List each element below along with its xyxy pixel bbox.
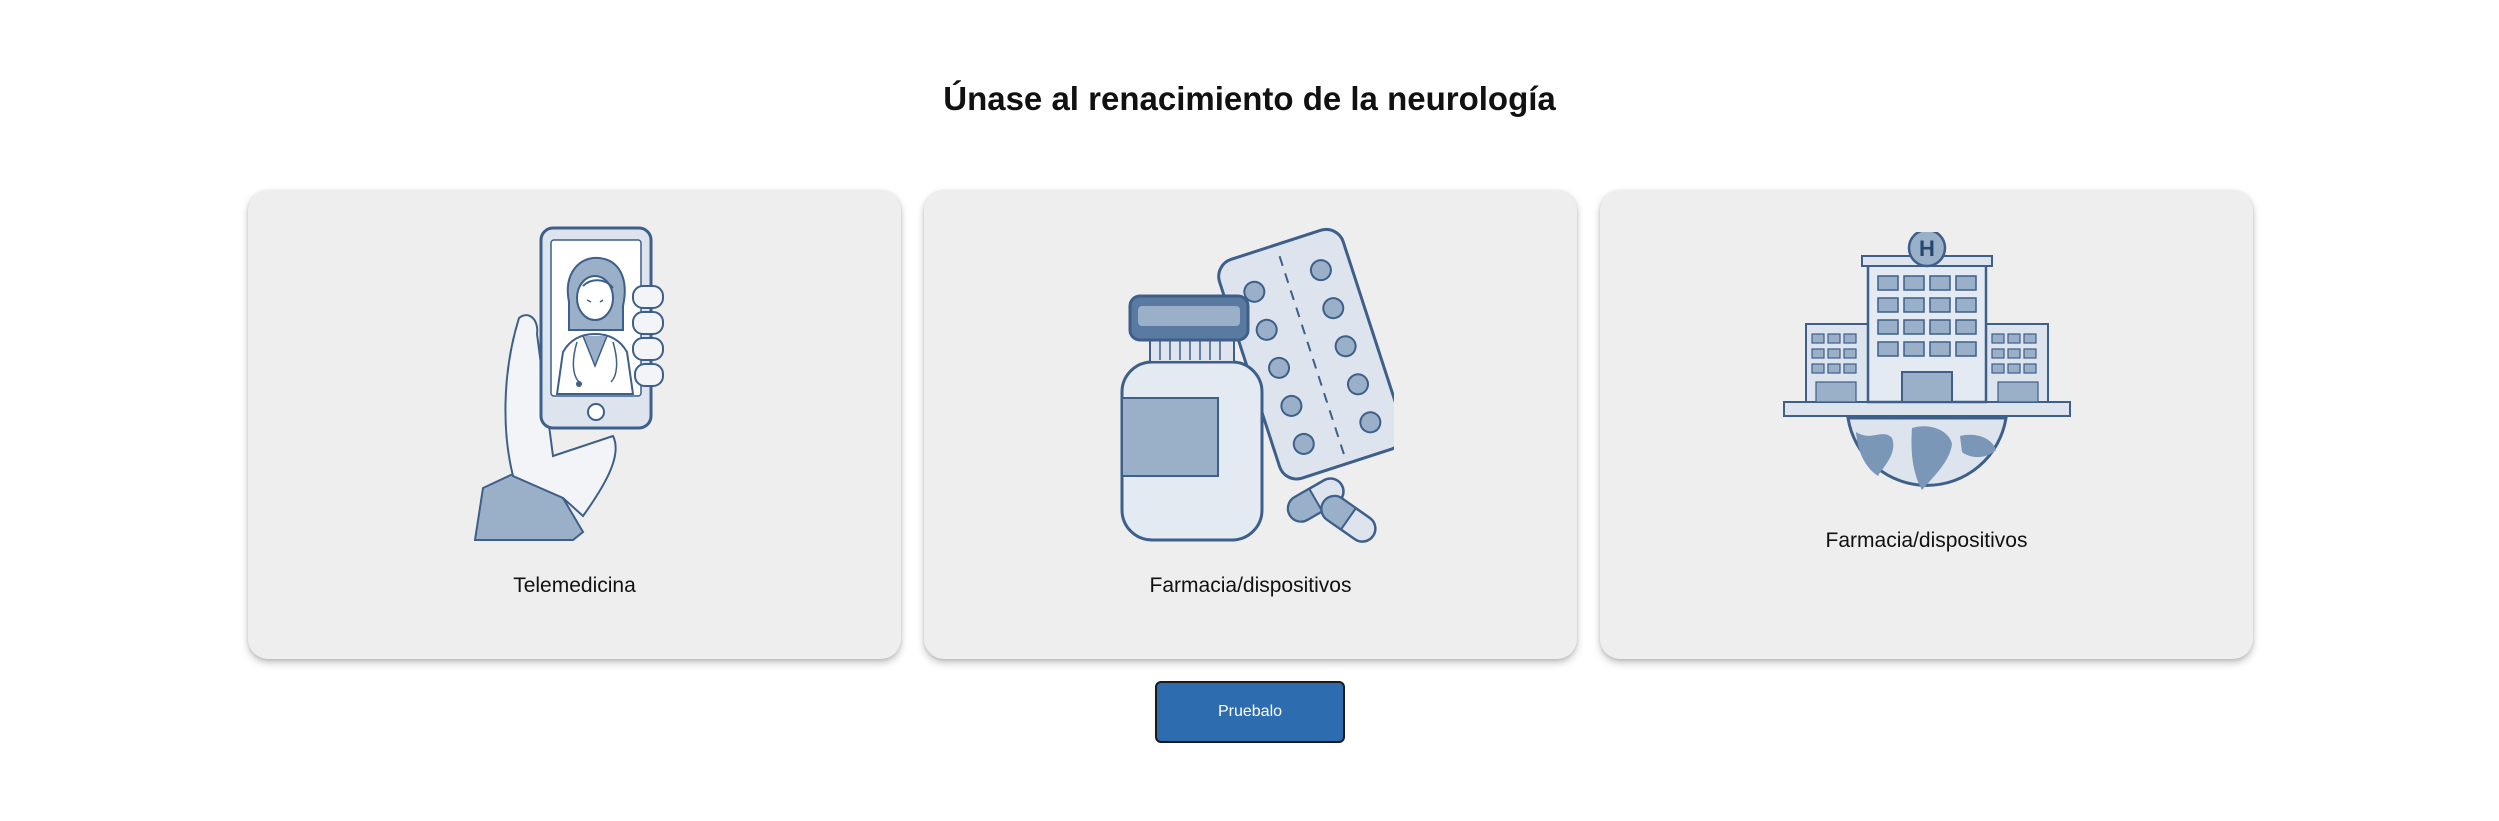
phone-doctor-icon bbox=[473, 226, 673, 542]
medicine-bottle-pills-icon bbox=[1114, 226, 1394, 544]
card-label: Farmacia/dispositivos bbox=[1825, 529, 2028, 552]
page-title: Únase al renacimiento de la neurología bbox=[943, 80, 1556, 117]
svg-text:H: H bbox=[1919, 236, 1935, 261]
hospital-globe-icon bbox=[1782, 232, 2072, 502]
try-it-button[interactable]: Pruebalo bbox=[1155, 681, 1345, 743]
card-label: Farmacia/dispositivos bbox=[1149, 574, 1352, 597]
card-farmacia-dispositivos[interactable] bbox=[924, 190, 1577, 659]
card-label: Telemedicina bbox=[513, 574, 636, 597]
card-telemedicina[interactable] bbox=[248, 190, 901, 659]
card-farmacia-dispositivos-hospital[interactable] bbox=[1600, 190, 2253, 659]
